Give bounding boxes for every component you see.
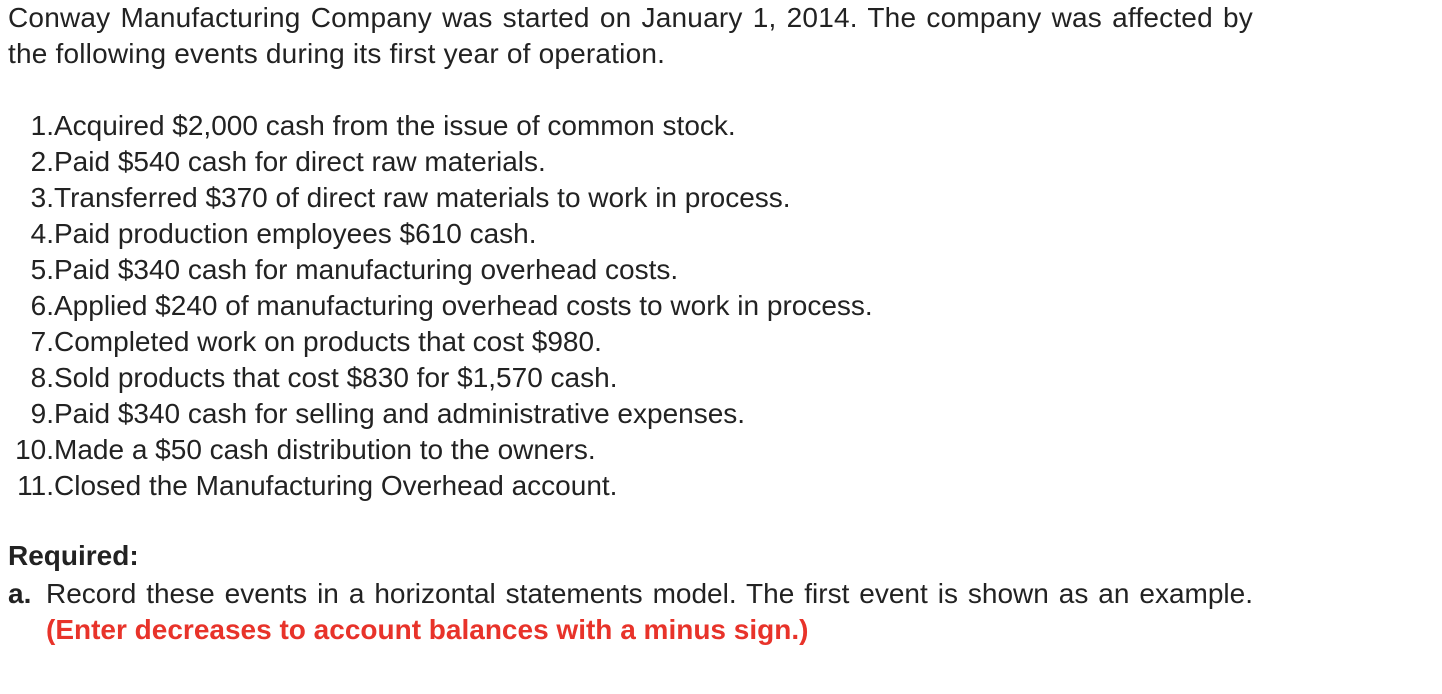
event-number: 6. (30, 290, 54, 321)
event-number: 10. (15, 434, 54, 465)
event-item (8, 144, 873, 180)
event-number: 4. (30, 218, 54, 249)
intro-paragraph: Conway Manufacturing Company was started on January 1, 2014. The company was affected by the following events during its first year of operation. (8, 2, 1253, 69)
event-number: 8. (30, 362, 54, 393)
event-item (8, 252, 873, 288)
event-item (8, 288, 873, 324)
required-item-text: Record these events in a horizontal statements model. The first event is shown as an example. (46, 578, 1253, 609)
event-item (8, 108, 873, 144)
instruction-note: (Enter decreases to account balances with a minus sign.) (46, 614, 809, 645)
event-item (8, 468, 873, 504)
event-item (8, 360, 873, 396)
required-heading: Required: (8, 540, 139, 571)
event-number: 1. (30, 110, 54, 141)
event-item (8, 396, 873, 432)
event-text: Completed work on products that cost $980. (54, 326, 602, 357)
required-item (8, 576, 1253, 648)
event-number: 7. (30, 326, 54, 357)
event-number: 2. (30, 146, 54, 177)
event-number: 9. (30, 398, 54, 429)
event-text: Transferred $370 of direct raw materials to work in process. (54, 182, 791, 213)
event-text: Acquired $2,000 cash from the issue of common stock. (54, 110, 736, 141)
event-list (8, 108, 873, 504)
event-number: 5. (30, 254, 54, 285)
required-item-letter: a. (8, 578, 32, 609)
event-text: Made a $50 cash distribution to the owners. (54, 434, 596, 465)
event-text: Sold products that cost $830 for $1,570 cash. (54, 362, 618, 393)
event-text: Paid $340 cash for manufacturing overhead costs. (54, 254, 679, 285)
event-item (8, 432, 873, 468)
event-number: 11. (17, 470, 54, 501)
event-item (8, 180, 873, 216)
event-text: Closed the Manufacturing Overhead account. (54, 470, 618, 501)
event-text: Paid production employees $610 cash. (54, 218, 537, 249)
event-item (8, 216, 873, 252)
event-text: Paid $540 cash for direct raw materials. (54, 146, 546, 177)
required-item-body (46, 576, 1253, 648)
event-text: Applied $240 of manufacturing overhead costs to work in process. (54, 290, 873, 321)
event-number: 3. (30, 182, 54, 213)
event-item (8, 324, 873, 360)
event-text: Paid $340 cash for selling and administrative expenses. (54, 398, 746, 429)
